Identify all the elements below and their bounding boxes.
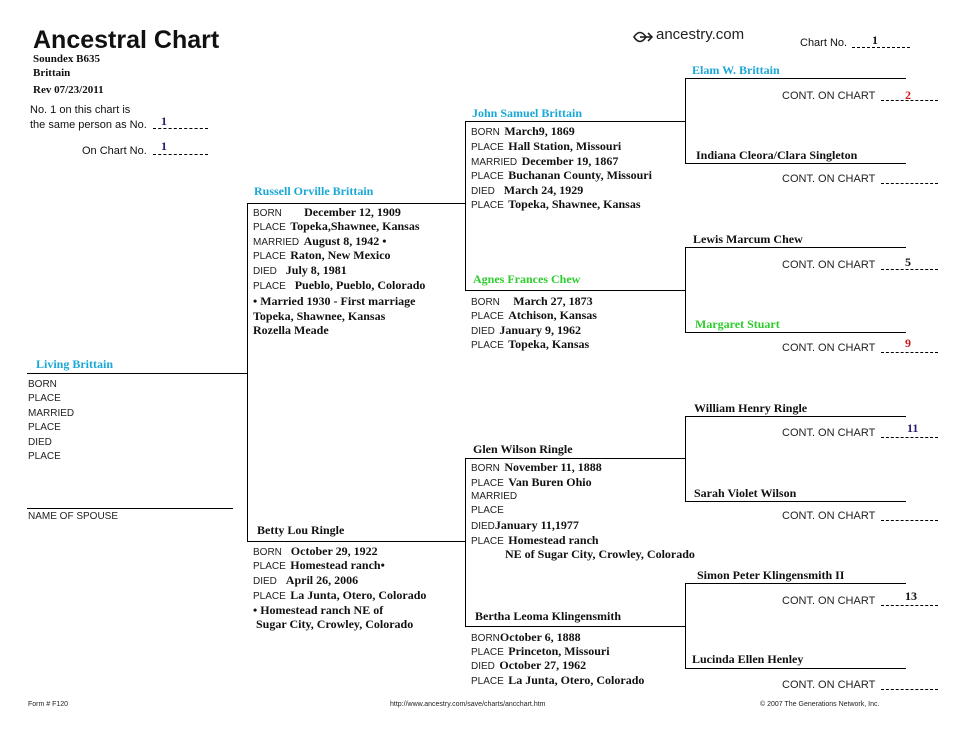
died-value: October 27, 1962 <box>499 658 587 672</box>
place-label: PLACE <box>471 536 504 547</box>
on-chart-value: 1 <box>161 139 167 153</box>
place-value: Homestead ranch <box>508 533 599 547</box>
born-value: March 27, 1873 <box>513 294 593 308</box>
person5-died-place-row <box>471 337 589 351</box>
connector-3b <box>685 247 686 332</box>
person2-line <box>247 203 466 204</box>
person8-line <box>685 78 906 79</box>
person7-born-row <box>471 630 581 644</box>
died-label: DIED <box>253 576 277 587</box>
person4-name: John Samuel Brittain <box>472 106 583 120</box>
person7-died-row <box>471 658 586 672</box>
place-value: La Junta, Otero, Colorado <box>290 588 427 602</box>
leaf-logo-icon <box>632 28 654 46</box>
person9-cont-label: CONT. ON CHART <box>782 173 876 185</box>
place-value: Atchison, Kansas <box>508 308 597 322</box>
person4-born-place-row <box>471 139 621 153</box>
died-value: July 8, 1981 <box>285 263 347 277</box>
person2-married-row <box>253 234 386 248</box>
person12-line <box>685 416 906 417</box>
person12-cont-value: 11 <box>907 421 919 435</box>
died-value: January 11,1977 <box>494 518 579 532</box>
place-value: Hall Station, Missouri <box>508 139 622 153</box>
person11-cont-underline <box>881 352 938 354</box>
person14-name: Simon Peter Klingensmith II <box>697 568 845 582</box>
connector-2a <box>465 121 466 290</box>
person11-name: Margaret Stuart <box>695 317 780 331</box>
place-label: PLACE <box>471 478 504 489</box>
born-value: October 29, 1922 <box>290 544 378 558</box>
born-label: BORN <box>471 127 500 138</box>
person5-born-place-row <box>471 308 597 322</box>
soundex: Soundex B635 <box>33 53 100 65</box>
place-label: PLACE <box>471 647 504 658</box>
person7-line <box>465 626 685 627</box>
born-label: BORN <box>471 463 500 474</box>
married-label: MARRIED <box>253 237 300 248</box>
chart-title: Ancestral Chart <box>33 26 220 54</box>
place-value: La Junta, Otero, Colorado <box>508 673 645 687</box>
place-label: PLACE <box>471 311 504 322</box>
person1-married-label: MARRIED <box>28 408 75 419</box>
same-person-label: No. 1 on this chart is <box>30 104 131 116</box>
person15-name: Lucinda Ellen Henley <box>692 652 804 666</box>
place-value: Topeka, Kansas <box>508 337 590 351</box>
person6-line <box>465 458 685 459</box>
person8-cont-underline <box>881 100 938 102</box>
person2-married-place-row <box>253 248 391 262</box>
person5-line <box>465 290 685 291</box>
born-label: BORN <box>253 547 282 558</box>
same-person-value: 1 <box>161 114 167 128</box>
person1-married-place-label: PLACE <box>28 422 61 433</box>
person6-married-place-label: PLACE <box>471 505 504 516</box>
person13-line <box>685 501 906 502</box>
born-value: October 6, 1888 <box>499 630 581 644</box>
surname: Brittain <box>33 67 71 79</box>
person5-born-row <box>471 294 593 308</box>
person4-born-row <box>471 124 575 138</box>
person6-married-label: MARRIED <box>471 491 518 502</box>
place-label: PLACE <box>253 281 286 292</box>
person4-died-row <box>471 183 583 197</box>
born-value: March9, 1869 <box>504 124 575 138</box>
place-label: PLACE <box>253 591 286 602</box>
person14-cont-underline <box>881 605 938 607</box>
place-value: Pueblo, Pueblo, Colorado <box>294 278 426 292</box>
place-label: PLACE <box>471 171 504 182</box>
person8-cont-label: CONT. ON CHART <box>782 90 876 102</box>
born-label: BORN <box>471 633 500 644</box>
person4-married-row <box>471 154 618 168</box>
person7-name: Bertha Leoma Klingensmith <box>475 609 621 623</box>
person8-name: Elam W. Brittain <box>692 63 780 77</box>
person3-died-place-row <box>253 588 426 602</box>
place-label: PLACE <box>471 340 504 351</box>
person1-line <box>27 373 247 374</box>
person2-note1: • Married 1930 - First marriage <box>253 294 416 308</box>
person1-name: Living Brittain <box>36 357 114 371</box>
chart-no-value: 1 <box>872 33 878 47</box>
form-number: Form # F120 <box>28 701 69 708</box>
place-value: Princeton, Missouri <box>508 644 610 658</box>
person3-died-row <box>253 573 358 587</box>
place-label: PLACE <box>471 676 504 687</box>
place-value: Raton, New Mexico <box>290 248 391 262</box>
person4-line <box>465 121 685 122</box>
person7-died-place-row <box>471 673 644 687</box>
married-label: MARRIED <box>471 157 518 168</box>
died-label: DIED <box>471 521 495 532</box>
person2-born-row <box>253 205 401 219</box>
chart-no-label: Chart No. <box>800 37 848 49</box>
place-label: PLACE <box>253 251 286 262</box>
person15-cont-underline <box>881 689 938 691</box>
died-label: DIED <box>471 186 495 197</box>
born-label: BORN <box>471 297 500 308</box>
person4-died-place-row <box>471 197 641 211</box>
person10-cont-underline <box>881 269 938 271</box>
person8-cont-value: 2 <box>905 88 911 102</box>
person6-born-place-row <box>471 475 592 489</box>
person9-cont-underline <box>881 183 938 185</box>
person10-cont-label: CONT. ON CHART <box>782 259 876 271</box>
person14-cont-label: CONT. ON CHART <box>782 595 876 607</box>
same-person-underline <box>153 128 208 130</box>
person3-born-place-row <box>253 558 385 572</box>
person10-name: Lewis Marcum Chew <box>693 232 803 246</box>
person14-line <box>685 583 906 584</box>
person1-born-label: BORN <box>28 379 57 390</box>
connector-1 <box>247 203 248 541</box>
same-person-label-2: the same person as No. <box>30 119 147 131</box>
person12-name: William Henry Ringle <box>694 401 808 415</box>
chart-no-underline <box>852 47 910 49</box>
person6-name: Glen Wilson Ringle <box>473 442 573 456</box>
place-label: PLACE <box>471 200 504 211</box>
person3-born-row <box>253 544 378 558</box>
person13-cont-label: CONT. ON CHART <box>782 510 876 522</box>
connector-3d <box>685 583 686 668</box>
place-value: Topeka, Shawnee, Kansas <box>508 197 641 211</box>
revision: Rev 07/23/2011 <box>33 84 104 96</box>
on-chart-label: On Chart No. <box>82 145 147 157</box>
born-label: BORN <box>253 208 282 219</box>
died-value: April 26, 2006 <box>285 573 359 587</box>
place-value: Van Buren Ohio <box>508 475 592 489</box>
copyright: © 2007 The Generations Network, Inc. <box>760 701 880 708</box>
spouse-line <box>27 508 233 509</box>
person2-note3: Rozella Meade <box>253 323 329 337</box>
person14-cont-value: 13 <box>905 589 917 603</box>
person13-cont-underline <box>881 520 938 522</box>
person6-died-row <box>471 518 579 532</box>
person11-cont-value: 9 <box>905 336 911 350</box>
person7-born-place-row <box>471 644 610 658</box>
person3-note2: Sugar City, Crowley, Colorado <box>256 617 414 631</box>
born-value: November 11, 1888 <box>504 460 602 474</box>
person6-died-place-2: NE of Sugar City, Crowley, Colorado <box>505 547 695 561</box>
died-label: DIED <box>253 266 277 277</box>
person9-line <box>685 163 906 164</box>
person3-note1: • Homestead ranch NE of <box>253 603 384 617</box>
person12-cont-underline <box>881 437 938 439</box>
person10-line <box>685 247 906 248</box>
person13-name: Sarah Violet Wilson <box>694 486 797 500</box>
person5-name: Agnes Frances Chew <box>473 272 581 286</box>
person2-born-place-row <box>253 219 420 233</box>
person9-name: Indiana Cleora/Clara Singleton <box>696 148 858 162</box>
place-value: Topeka,Shawnee, Kansas <box>290 219 420 233</box>
place-label: PLACE <box>471 142 504 153</box>
person4-married-place-row <box>471 168 652 182</box>
person1-died-place-label: PLACE <box>28 451 61 462</box>
person1-place-label: PLACE <box>28 393 61 404</box>
died-value: March 24, 1929 <box>503 183 584 197</box>
spouse-label: NAME OF SPOUSE <box>28 511 119 522</box>
married-value: August 8, 1942 • <box>303 234 387 248</box>
connector-2b <box>465 458 466 626</box>
person1-died-label: DIED <box>28 437 52 448</box>
died-value: January 9, 1962 <box>499 323 582 337</box>
person2-died-place-row <box>253 278 425 292</box>
person15-line <box>685 668 906 669</box>
place-value: Homestead ranch• <box>290 558 385 572</box>
person2-name: Russell Orville Brittain <box>254 184 374 198</box>
connector-3a <box>685 78 686 163</box>
place-value: Buchanan County, Missouri <box>508 168 652 182</box>
married-value: December 19, 1867 <box>521 154 619 168</box>
person12-cont-label: CONT. ON CHART <box>782 427 876 439</box>
logo-text: ancestry.com <box>656 26 745 43</box>
on-chart-underline <box>153 154 208 156</box>
person11-line <box>685 332 906 333</box>
connector-3c <box>685 416 686 501</box>
person6-born-row <box>471 460 602 474</box>
person11-cont-label: CONT. ON CHART <box>782 342 876 354</box>
place-label: PLACE <box>253 561 286 572</box>
person10-cont-value: 5 <box>905 255 911 269</box>
person2-died-row <box>253 263 347 277</box>
died-label: DIED <box>471 661 495 672</box>
person3-name: Betty Lou Ringle <box>257 523 345 537</box>
person5-died-row <box>471 323 581 337</box>
place-label: PLACE <box>253 222 286 233</box>
born-value: December 12, 1909 <box>304 205 401 219</box>
person2-note2: Topeka, Shawnee, Kansas <box>253 309 386 323</box>
died-label: DIED <box>471 326 495 337</box>
footer-url[interactable]: http://www.ancestry.com/save/charts/ancchart.htm <box>390 701 546 708</box>
person6-died-place-row <box>471 533 599 547</box>
person3-line <box>247 541 466 542</box>
person15-cont-label: CONT. ON CHART <box>782 679 876 691</box>
